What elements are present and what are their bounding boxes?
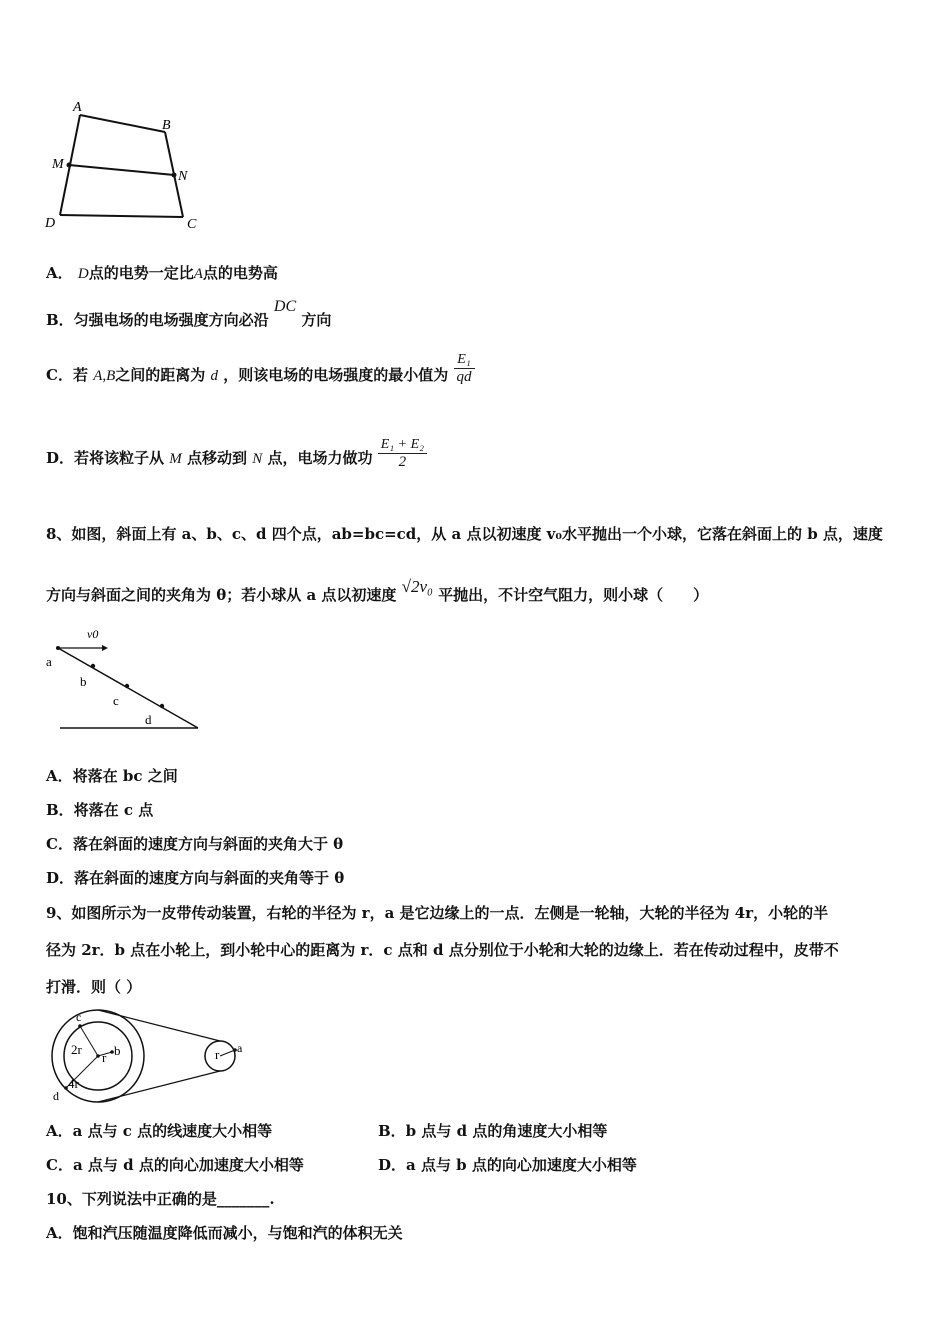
q7-option-c: C．若 A,B之间的距离为 d ，则该电场的电场强度的最小值为 $\frac{\text{E₁}}{qd}$	[46, 364, 475, 386]
label-4r: 4r	[68, 1076, 79, 1091]
incline-figure	[40, 620, 210, 740]
q8-option-c: C．落在斜面的速度方向与斜面的夹角大于 θ	[46, 835, 344, 853]
q10-stem: 10、下列说法中正确的是_______.	[46, 1190, 275, 1208]
fraction-e1-plus-e2-over-2: $\frac{\text{E₁ + E₂}}{2}$	[378, 437, 427, 471]
sqrt-2-v0: √2v₀	[401, 577, 433, 596]
label-C: C	[187, 217, 197, 232]
label-b: b	[80, 674, 87, 689]
label-M: M	[52, 157, 64, 172]
label-A: A	[73, 100, 82, 115]
label-r-small: r	[215, 1047, 220, 1062]
label-c: c	[76, 1010, 82, 1024]
label-D: D	[45, 216, 56, 231]
q8-stem-line1: 8、如图，斜面上有 a、b、c、d 四个点，ab=bc=cd，从 a 点以初速度 v₀水平抛出一个小球，它落在斜面上的 b 点，速度	[46, 525, 883, 543]
q8-option-d: D．落在斜面的速度方向与斜面的夹角等于 θ	[46, 869, 345, 887]
label-b: b	[114, 1043, 121, 1058]
q7-option-d: D．若将该粒子从 M 点移动到 N 点，电场力做功 $\frac{\text{E₁ + E₂}}{2}$	[46, 447, 427, 471]
label-B: B	[162, 118, 171, 133]
q9-option-c: C．a 点与 d 点的向心加速度大小相等	[46, 1156, 304, 1174]
q9-option-b: B．b 点与 d 点的角速度大小相等	[378, 1122, 608, 1140]
trapezoid-figure	[40, 95, 210, 235]
q9-option-d: D．a 点与 b 点的向心加速度大小相等	[378, 1156, 637, 1174]
q10-option-a: A．饱和汽压随温度降低而减小，与饱和汽的体积无关	[46, 1224, 403, 1242]
label-d: d	[53, 1089, 59, 1103]
label-a: a	[46, 654, 52, 669]
q9-stem-line3: 打滑．则（ ）	[46, 978, 142, 996]
q9-option-a: A．a 点与 c 点的线速度大小相等	[46, 1122, 273, 1140]
label-r: r	[102, 1050, 107, 1065]
label-N: N	[178, 169, 188, 184]
label-c: c	[113, 693, 119, 708]
belt-drive-figure	[40, 1008, 260, 1108]
q7-option-a: A． D点的电势一定比A点的电势高	[46, 264, 278, 282]
q9-stem-line2: 径为 2r．b 点在小轮上，到小轮中心的距离为 r．c 点和 d 点分别位于小轮和大轮的边缘上．若在传动过程中，皮带不	[46, 941, 839, 959]
q8-option-b: B．将落在 c 点	[46, 801, 154, 819]
label-a: a	[237, 1041, 243, 1055]
q7-option-b: B．匀强电场的电场强度方向必沿 DC 方向	[46, 298, 332, 329]
fraction-e1-over-qd: $\frac{\text{E₁}}{qd}$	[454, 352, 475, 386]
label-v0: v0	[87, 627, 99, 641]
q8-option-a: A．将落在 bc 之间	[46, 767, 178, 785]
q9-stem-line1: 9、如图所示为一皮带传动装置，右轮的半径为 r，a 是它边缘上的一点．左侧是一轮轴，大轮的半径为 4r，小轮的半	[46, 904, 829, 922]
label-2r: 2r	[71, 1042, 82, 1057]
label-d: d	[145, 712, 152, 727]
q8-stem-line2: 方向与斜面之间的夹角为 θ；若小球从 a 点以初速度 √2v₀ 平抛出，不计空气阻力，则小球（ ）	[46, 577, 709, 604]
